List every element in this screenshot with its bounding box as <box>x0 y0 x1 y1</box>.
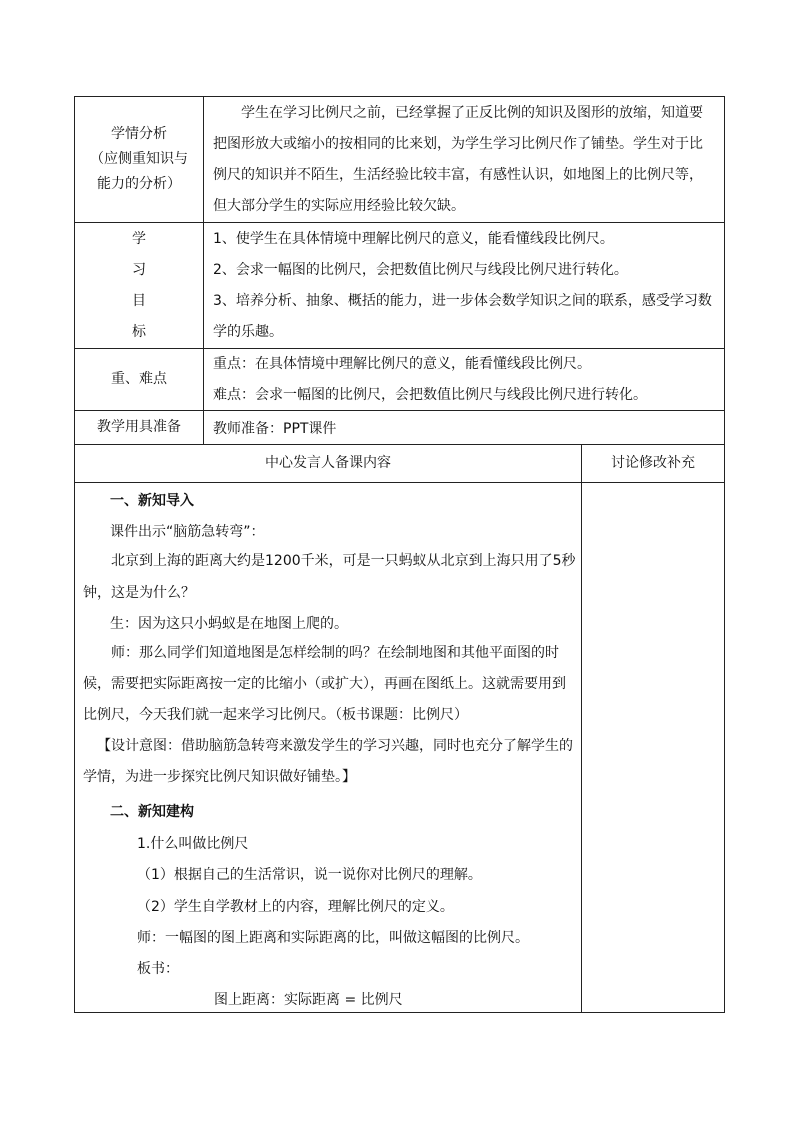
key-difficulty-text: 难点：会求一幅图的比例尺，会把数值比例尺与线段比例尺进行转化。 <box>213 387 647 403</box>
goal-item: 1、使学生在具体情境中理解比例尺的意义，能看懂线段比例尺。 <box>213 231 614 247</box>
analysis-label <box>90 122 188 197</box>
analysis-content-cell <box>203 96 725 222</box>
content-paragraph <box>83 545 577 609</box>
design-intent-paragraph <box>83 731 577 793</box>
formula-text: 图上距离：实际距离 = 比例尺 <box>214 992 403 1008</box>
content-paragraph-text: 师：那么同学们知道地图是怎样绘制的吗？在绘制地图和其他平面图的时候，需要把实际距离按一定的比缩小（或扩大），再画在图纸上。这就需要用到比例尺，今天我们就一起来学习比例尺。（板书课题：比例尺） <box>83 645 566 723</box>
content-paragraph: 生：因为这只小蚂蚁是在地图上爬的。 <box>110 616 348 632</box>
section-title-construct: 二、新知建构 <box>110 804 194 820</box>
header-lesson-content-cell <box>74 444 581 482</box>
content-paragraph: （1）根据自己的生活常识，说一说你对比例尺的理解。 <box>137 867 482 883</box>
goals-content-cell <box>203 222 725 348</box>
materials-label-cell <box>74 410 203 444</box>
goals-label-cell <box>74 222 203 348</box>
header-discussion: 讨论修改补充 <box>611 455 695 471</box>
content-paragraph: 1.什么叫做比例尺 <box>137 836 249 852</box>
materials-content-cell <box>203 410 725 444</box>
goals-label-char: 目 <box>132 292 146 309</box>
key-points-label: 重、难点 <box>111 371 167 387</box>
analysis-label-line2: （应侧重知识与 <box>90 151 188 167</box>
goal-item: 3、培养分析、抽象、概括的能力，进一步体会数学知识之间的联系，感受学习数学的乐趣。 <box>213 293 712 340</box>
content-paragraph: 板书： <box>137 961 179 977</box>
analysis-text: 学生在学习比例尺之前，已经掌握了正反比例的知识及图形的放缩，知道要把图形放大或缩小的按相同的比来划，为学生学习比例尺作了铺垫。学生对于比例尺的知识并不陌生，生活经验比较丰富，有感性认识，如地图上的比例尺等，但大部分学生的实际应用经验比较欠缺。 <box>213 105 703 214</box>
key-points-content-cell <box>203 348 725 410</box>
lesson-content-cell <box>74 482 581 1013</box>
materials-label: 教学用具准备 <box>97 419 181 435</box>
goals-label-char: 学 <box>132 230 146 247</box>
key-points-label-cell <box>74 348 203 410</box>
materials-text: 教师准备：PPT课件 <box>213 420 337 437</box>
section-title-intro: 一、新知导入 <box>110 493 194 509</box>
content-paragraph: （2）学生自学教材上的内容，理解比例尺的定义。 <box>137 899 454 915</box>
discussion-cell <box>581 482 725 1013</box>
analysis-label-cell <box>74 96 203 222</box>
goals-label-char: 标 <box>132 323 146 340</box>
goal-item: 2、会求一幅图的比例尺，会把数值比例尺与线段比例尺进行转化。 <box>213 262 628 278</box>
header-discussion-cell <box>581 444 725 482</box>
analysis-label-line3: 能力的分析） <box>97 176 181 192</box>
goals-label <box>132 224 146 348</box>
content-paragraph: 师：一幅图的图上距离和实际距离的比，叫做这幅图的比例尺。 <box>137 930 529 946</box>
goals-label-char: 习 <box>132 261 146 278</box>
design-intent-text: 【设计意图：借助脑筋急转弯来激发学生的学习兴趣，同时也充分了解学生的学情，为进一步探究比例尺知识做好铺垫。】 <box>83 738 573 785</box>
analysis-label-line1: 学情分析 <box>111 126 167 142</box>
header-lesson-content: 中心发言人备课内容 <box>265 455 391 471</box>
key-focus-text: 重点：在具体情境中理解比例尺的意义，能看懂线段比例尺。 <box>213 356 591 372</box>
content-paragraph: 课件出示“脑筋急转弯”： <box>110 524 265 540</box>
content-paragraph <box>83 638 577 731</box>
content-paragraph-text: 北京到上海的距离大约是1200千米，可是一只蚂蚁从北京到上海只用了5秒钟，这是为什么？ <box>83 553 576 601</box>
